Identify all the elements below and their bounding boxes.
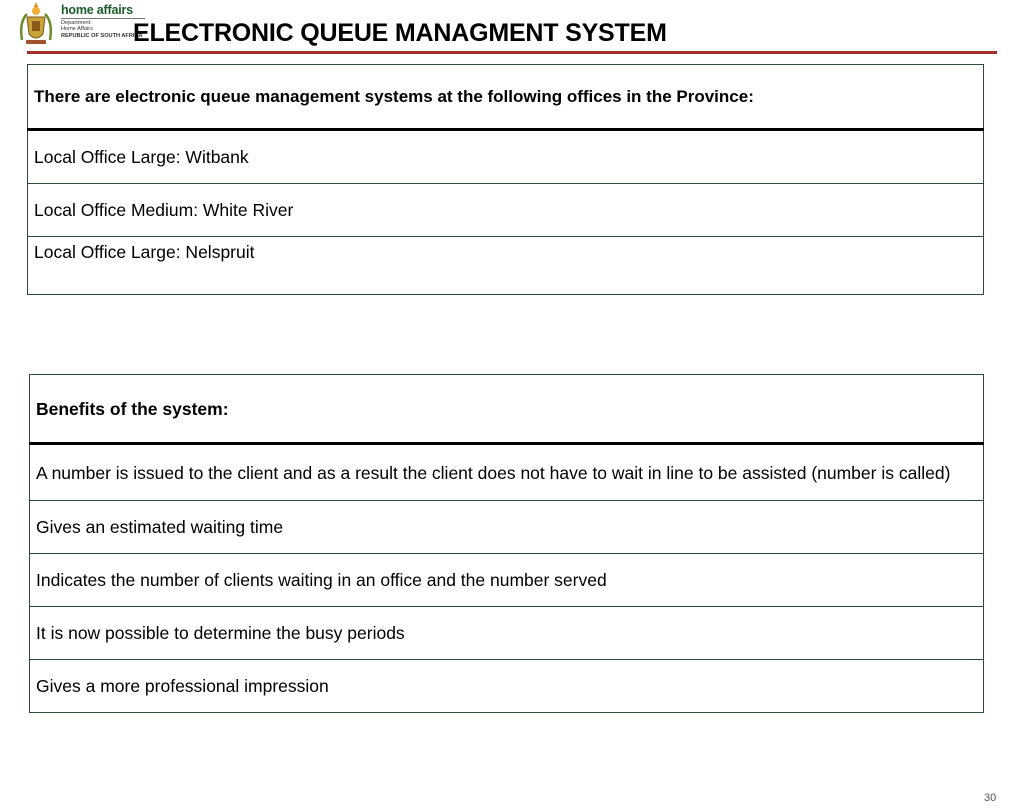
benefits-table-header: Benefits of the system: [30,375,984,444]
benefit-cell: It is now possible to determine the busy periods [30,607,984,660]
home-affairs-logo [18,0,146,50]
office-cell: Local Office Medium: White River [28,184,984,237]
benefit-cell: Gives an estimated waiting time [30,501,984,554]
table-row [28,130,984,184]
table-header-row [30,375,984,444]
table-header-row [28,65,984,130]
benefit-cell: Indicates the number of clients waiting in an office and the number served [30,554,984,607]
logo-dept-line: Home Affairs [61,26,93,33]
table-row [28,184,984,237]
logo-department-text [61,20,143,39]
office-cell: Local Office Large: Nelspruit [28,237,984,295]
logo-dept-line: REPUBLIC OF SOUTH AFRICA [61,32,143,39]
page-number: 30 [984,792,997,804]
logo-dept-line: Department: [61,20,92,26]
table-row [30,660,984,713]
table-row [30,444,984,501]
benefits-table [29,374,984,713]
table-row [30,554,984,607]
table-row [30,607,984,660]
title-divider [27,51,997,54]
benefit-cell: A number is issued to the client and as a result the client does not have to wait in line to be assisted (number is called) [30,444,984,501]
benefit-cell: Gives a more professional impression [30,660,984,713]
office-cell: Local Office Large: Witbank [28,130,984,184]
table-row [30,501,984,554]
logo-brand-text: home affairs [61,3,133,17]
table-row [28,237,984,295]
coat-of-arms-icon [18,0,54,46]
offices-table-header: There are electronic queue management systems at the following offices in the Province: [28,65,984,130]
offices-table [27,64,984,295]
slide-title: ELECTRONIC QUEUE MANAGMENT SYSTEM [133,19,667,47]
